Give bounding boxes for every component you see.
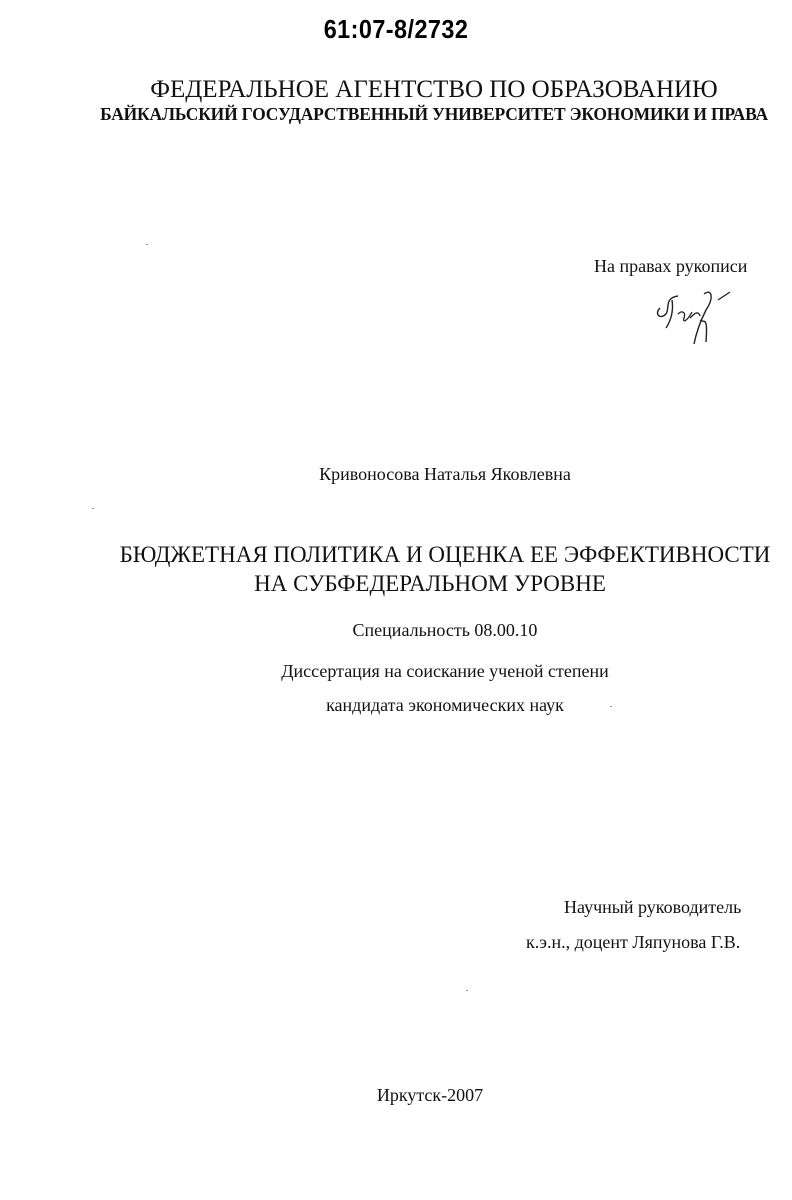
thesis-title-line-2: НА СУБФЕДЕРАЛЬНОМ УРОВНЕ bbox=[254, 571, 606, 596]
scan-speck bbox=[92, 508, 94, 509]
thesis-title-line-1: БЮДЖЕТНАЯ ПОЛИТИКА И ОЦЕНКА ЕЕ ЭФФЕКТИВНОСТИ bbox=[119, 542, 771, 567]
city-year: Иркутск-2007 bbox=[376, 1085, 484, 1105]
author-name: Кривоносова Наталья Яковлевна bbox=[319, 464, 571, 484]
university-name: БАЙКАЛЬСКИЙ ГОСУДАРСТВЕННЫЙ УНИВЕРСИТЕТ ЭКОНОМИКИ И ПРАВА bbox=[100, 104, 768, 124]
agency-name: ФЕДЕРАЛЬНОЕ АГЕНТСТВО ПО ОБРАЗОВАНИЮ bbox=[150, 76, 718, 103]
handwritten-signature bbox=[648, 284, 738, 350]
advisor-name: к.э.н., доцент Ляпунова Г.В. bbox=[526, 932, 741, 952]
scan-speck bbox=[466, 990, 468, 991]
degree-line-2: кандидата экономических наук bbox=[326, 695, 564, 715]
manuscript-note: На правах рукописи bbox=[594, 256, 748, 276]
scan-speck bbox=[146, 244, 148, 245]
advisor-label: Научный руководитель bbox=[564, 897, 742, 917]
degree-line-1: Диссертация на соискание ученой степени bbox=[281, 661, 609, 681]
scan-speck bbox=[610, 706, 612, 707]
specialty-code: Специальность 08.00.10 bbox=[352, 620, 538, 640]
archive-number: 61:07-8/2732 bbox=[323, 14, 469, 44]
